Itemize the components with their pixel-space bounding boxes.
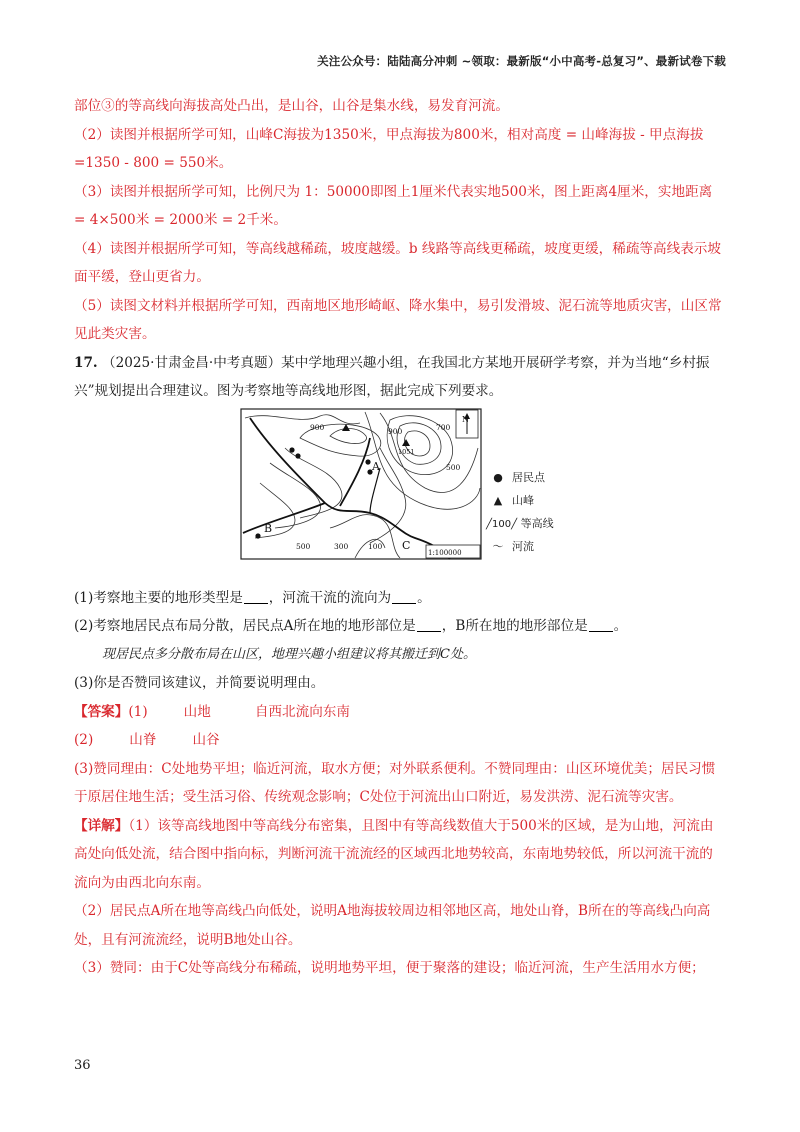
settlement-icon: ● [493,470,503,484]
question-part-1: (1)考察地主要的地形类型是 ，河流干流的流向为 。 [74,589,431,606]
question-number: 17. [74,354,98,371]
answer-tag: 【答案】 [74,703,129,720]
question-note: 现居民点多分散布局在山区，地理兴趣小组建议将其搬迁到C处。 [102,646,476,662]
peak-icon: ▲ [493,493,503,507]
label-contour-900a: 900 [310,422,325,432]
answer-part-2: (2) 山脊 山谷 [74,732,220,748]
answer-blank [392,589,416,604]
contour-map-figure [74,408,726,578]
label-contour-500-bottom: 500 [296,541,311,551]
river-icon: 〜 [492,539,504,553]
label-peak-elevation: 1051 [398,447,415,456]
answer-blank [589,617,613,632]
label-scale: 1:100000 [428,548,462,557]
legend-contour: ╱100╱ 等高线 [486,516,554,530]
answer-part-3: (3)赞同理由：C处地势平坦；临近河流，取水方便；对外联系便利。不赞同理由：山区环境优美；居民习惯于原居住地生活；受生活习俗、传统观念影响；C处位于河流出山口附近，易发洪涝、泥石流等灾害。 [74,760,716,805]
answer-part-1: 【答案】(1) 山地 自西北流向东南 [74,703,350,720]
label-contour-500: 500 [446,462,461,472]
detail-part-1: 【详解】（1）该等高线地图中等高线分布密集，且图中有等高线数值大于500米的区域，是为山地，河流由高处向低处流，结合图中指向标，判断河流干流流经的区域西北地势较高，东南地势较低，所以河流干流的流向为由西北向东南。 [74,817,714,891]
question-stem-text: （2025·甘肃金昌·中考真题）某中学地理兴趣小组，在我国北方某地开展研学考察，并为当地“乡村振兴”规划提出合理建议。图为考察地等高线地形图，据此完成下列要求。 [74,354,710,399]
question-part-3: (3)你是否赞同该建议，并简要说明理由。 [74,675,325,691]
label-contour-300: 300 [334,541,349,551]
prev-answer-3: （3）读图并根据所学可知，比例尺为 1：50000即图上1厘米代表实地500米，图上距离4厘米，实地距离 = 4×500米 = 2000米 = 2千米。 [74,183,713,228]
page-header: 关注公众号：陆陆高分冲刺 ~领取：最新版“小中高考-总复习”、最新试卷下载 [317,54,726,68]
label-point-C: C [402,538,411,552]
question-part-2: (2)考察地居民点布局分散，居民点A所在地的地形部位是 ，B所在地的地形部位是 。 [74,618,628,634]
settlement-dot [295,453,300,458]
legend-river: 〜 河流 [486,535,554,558]
label-contour-100: 100 [368,541,383,551]
answer-blank [417,617,441,632]
legend-settlement: ● 居民点 [486,466,554,489]
label-north: N [462,414,469,424]
legend-peak: ▲ 山峰 [486,489,554,512]
detail-tag: 【详解】 [74,817,129,834]
question-stem [74,349,726,406]
settlement-dot [255,533,260,538]
prev-answer-2: （2）读图并根据所学可知，山峰C海拔为1350米，甲点海拔为800米，相对高度 = 山峰海拔 - 甲点海拔 =1350 - 800 = 550米。 [74,126,704,171]
label-contour-900b: 900 [388,426,403,436]
page-content [74,94,726,983]
settlement-dot [289,447,294,452]
contour-line-icon: ╱100╱ [486,518,518,530]
label-point-B: B [264,521,273,535]
settlement-dot [365,459,370,464]
label-contour-700: 700 [436,422,451,432]
detail-part-2: （2）居民点A所在地等高线凸向低处，说明A地海拔较周边相邻地区高，地处山脊，B所在的等高线凸向高处，且有河流流经，说明B地处山谷。 [74,903,711,948]
detail-part-3: （3）赞同：由于C处等高线分布稀疏，说明地势平坦，便于聚落的建设；临近河流，生产生活用水方便； [74,960,705,976]
page-number: 36 [74,1058,91,1073]
prev-answer-5: （5）读图文材料并根据所学可知，西南地区地形崎岖、降水集中，易引发滑坡、泥石流等地质灾害，山区常见此类灾害。 [74,297,722,342]
label-point-A: A [372,459,380,473]
map-legend [486,466,554,558]
answer-blank [244,589,268,604]
prev-answer-4: （4）读图并根据所学可知，等高线越稀疏，坡度越缓。b 线路等高线更稀疏，坡度更缓，稀疏等高线表示坡面平缓，登山更省力。 [74,240,721,285]
prev-answer-line: 部位③的等高线向海拔高处凸出，是山谷，山谷是集水线，易发育河流。 [74,98,509,114]
